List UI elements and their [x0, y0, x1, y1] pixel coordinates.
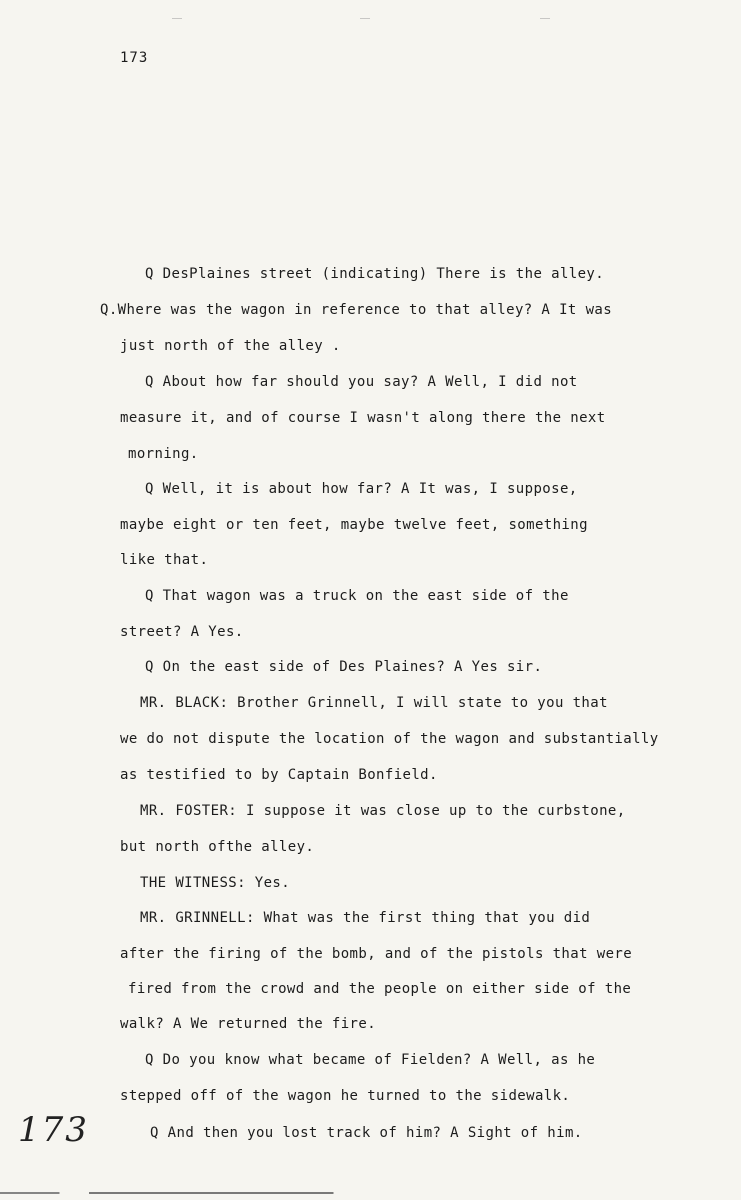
transcript-line: maybe eight or ten feet, maybe twelve feet, something [120, 517, 588, 533]
bottom-edge-rule [0, 1192, 741, 1194]
transcript-line: measure it, and of course I wasn't along there the next [120, 410, 606, 426]
scan-mark [540, 4, 550, 19]
transcript-line: fired from the crowd and the people on either side of the [128, 981, 632, 997]
transcript-line: just north of the alley . [120, 338, 341, 354]
scan-mark [172, 4, 182, 19]
transcript-line: but north ofthe alley. [120, 839, 315, 855]
transcript-line: MR. GRINNELL: What was the first thing that you did [140, 910, 591, 926]
transcript-line: THE WITNESS: Yes. [140, 875, 291, 891]
transcript-line: street? A Yes. [120, 624, 244, 640]
transcript-line: Q.Where was the wagon in reference to that alley? A It was [100, 302, 613, 318]
transcript-line: Q Well, it is about how far? A It was, I suppose, [145, 481, 578, 497]
transcript-line: walk? A We returned the fire. [120, 1016, 377, 1032]
transcript-line: we do not dispute the location of the wagon and substantially [120, 731, 659, 747]
scan-mark [360, 4, 370, 19]
page-number: 173 [120, 50, 149, 66]
transcript-line: as testified to by Captain Bonfield. [120, 767, 438, 783]
transcript-line: after the firing of the bomb, and of the pistols that were [120, 946, 633, 962]
transcript-line: Q About how far should you say? A Well, I did not [145, 374, 578, 390]
transcript-line: Q DesPlaines street (indicating) There is the alley. [145, 266, 605, 282]
transcript-line: morning. [128, 446, 199, 462]
transcript-line: like that. [120, 552, 209, 568]
transcript-line: Q That wagon was a truck on the east side of the [145, 588, 569, 604]
transcript-line: Q Do you know what became of Fielden? A Well, as he [145, 1052, 596, 1068]
transcript-line: MR. FOSTER: I suppose it was close up to the curbstone, [140, 803, 626, 819]
handwritten-page-number: 173 [18, 1110, 89, 1150]
transcript-line: Q And then you lost track of him? A Sight of him. [150, 1125, 583, 1141]
transcript-line: stepped off of the wagon he turned to the sidewalk. [120, 1088, 571, 1104]
transcript-line: MR. BLACK: Brother Grinnell, I will state to you that [140, 695, 608, 711]
transcript-line: Q On the east side of Des Plaines? A Yes sir. [145, 659, 543, 675]
